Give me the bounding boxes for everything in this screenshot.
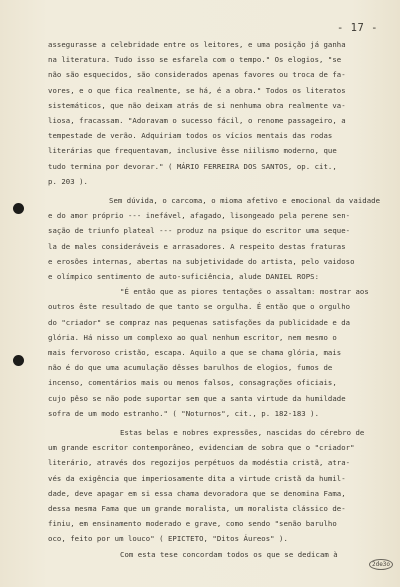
text-line: literárias que frequentavam, inclusive êsse niilismo moderno, que xyxy=(48,146,337,156)
text-line: finiu, em ensinamento moderado e grave, como sendo "senão barulho xyxy=(48,519,337,529)
binder-hole-bottom xyxy=(13,355,24,366)
text-line: sistemáticos, que não deixam atrás de si nenhuma obra realmente va- xyxy=(48,100,346,110)
binder-hole-top xyxy=(13,203,24,214)
text-line: assegurasse a celebridade entre os leitores, e uma posição já ganha xyxy=(48,40,346,49)
text-line: e do amor próprio --- inefável, afagado, lisongeado pela perene sen- xyxy=(48,211,351,221)
stamp-mark xyxy=(369,559,393,570)
text-line: mais fervoroso cristão, escapa. Aquilo a que se chama glória, mais xyxy=(48,348,342,357)
text-line: do "criador" se compraz nas pequenas satisfações da publicidade e da xyxy=(48,317,351,327)
text-line: "É então que as piores tentações o assaltam: mostrar aos xyxy=(120,287,369,297)
text-line: p. 203 ). xyxy=(48,176,88,186)
text-line: oco, feito por um louco" ( EPICTETO, "Ditos Áureos" ). xyxy=(48,534,288,544)
text-line: incenso, comentários mais ou menos falsos, consagrações oficiais, xyxy=(48,378,337,388)
text-line: Estas belas e nobres expressões, nascidas do cérebro de xyxy=(120,428,365,437)
text-line: na literatura. Tudo isso se esfarela com o tempo." Os elogios, "se xyxy=(48,55,342,65)
text-line: liosa, fracassam. "Adoravam o sucesso fácil, o renome passageiro, a xyxy=(48,116,346,125)
text-line: Com esta tese concordam todos os que se dedicam à xyxy=(120,549,338,559)
text-line: sação de triunfo plateal --- produz na psique do escritor uma seque- xyxy=(48,226,351,236)
text-line: Sem dúvida, o carcoma, o mioma afetivo e emocional da vaidade xyxy=(109,196,381,205)
text-line: dessa mesma Fama que um grande moralista, um moralista clássico de- xyxy=(48,504,346,513)
text-line: e erosões internas, abertas na subjetividade do artista, pelo vaidoso xyxy=(48,256,355,266)
text-line: vés da exigência que imperiosamente dita a virtude cristã da humil- xyxy=(48,473,346,483)
text-line: sofra de um modo estranho." ( "Noturnos", cit., p. 182-183 ). xyxy=(48,408,320,418)
text-line: tudo termina por devorar." ( MÁRIO FERREIRA DOS SANTOS, op. cit., xyxy=(48,161,337,171)
text-line: e olímpico sentimento de auto-suficiência, alude DANIEL ROPS: xyxy=(48,272,320,281)
stamp-text: 2de3o xyxy=(371,561,391,568)
text-line: outros êste resultado de que tanto se orgulha. É então que o orgulho xyxy=(48,302,351,312)
text-line: dade, deve apagar em si essa chama devoradora que se denomina Fama, xyxy=(48,488,346,498)
text-line: vores, e o que fica realmente, se há, é a obra." Todos os literatos xyxy=(48,85,346,95)
text-line: um grande escritor contemporâneo, evidenciam de sobra que o "criador" xyxy=(48,443,355,453)
text-line: glória. Há nisso um complexo ao qual nenhum escritor, nem mesmo o xyxy=(48,332,337,342)
text-line: la de males consideráveis e arrasadores. A respeito destas fraturas xyxy=(48,241,346,251)
text-line: não é do que uma acumulação dêsses barulhos de elogios, fumos de xyxy=(48,363,333,373)
text-line: cujo pêso se não pode suportar sem que a santa virtude da humildade xyxy=(48,393,346,403)
text-line: não são esquecidos, são considerados apenas favores ou troca de fa- xyxy=(48,70,346,80)
text-line: tempestade de verão. Adquiriam todos os vícios mentais das rodas xyxy=(48,131,333,141)
page-number: - 17 - xyxy=(337,22,378,34)
text-line: literário, através dos regozijos perpétuos da modéstia cristã, atra- xyxy=(48,458,351,468)
